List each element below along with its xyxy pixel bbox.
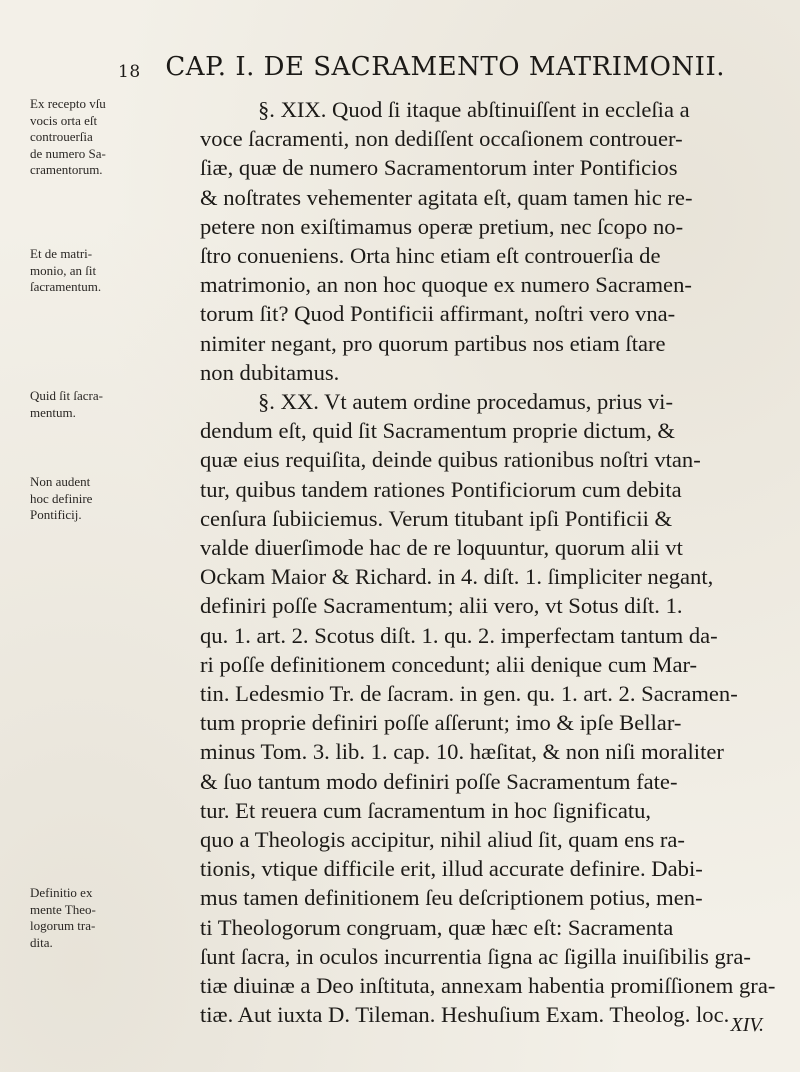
margin-note-line: Definitio ex	[30, 885, 93, 900]
text-line: tin. Ledesmio Tr. de ſacram. in gen. qu. 1. art. 2. Sacramen-	[200, 681, 738, 707]
text-line: qu. 1. art. 2. Scotus diſt. 1. qu. 2. imperfectam tantum da-	[200, 622, 718, 648]
page-number: 18	[118, 62, 141, 82]
text-line: & noſtrates vehementer agitata eſt, quam tamen hic re-	[200, 184, 693, 210]
margin-note-line: logorum tra-	[30, 918, 96, 933]
text-line: non dubitamus.	[200, 359, 340, 385]
text-line: §. XX. Vt autem ordine procedamus, prius vi-	[258, 389, 673, 415]
text-line: ri poſſe definitionem concedunt; alii denique cum Mar-	[200, 651, 698, 677]
text-line: §. XIX. Quod ſi itaque abſtinuiſſent in eccleſia a	[258, 97, 690, 122]
margin-note-line: de numero Sa-	[30, 145, 106, 161]
margin-note-line: Quid ſit ſacra-	[30, 388, 103, 403]
text-line: ti Theologorum congruam, quæ hæc eſt: Sacramenta	[200, 914, 674, 940]
margin-note-ex-recepto	[30, 96, 172, 179]
margin-note-line: ſacramentum.	[30, 279, 102, 294]
margin-note-line: vocis orta eſt	[30, 112, 98, 128]
margin-note-line: Non audent	[30, 474, 91, 489]
text-line: matrimonio, an non hoc quoque ex numero Sacramen-	[200, 272, 692, 298]
text-line: & ſuo tantum modo definiri poſſe Sacramentum fate-	[200, 768, 678, 794]
text-line: valde diuerſimode hac de re loquuntur, quorum alii vt	[200, 535, 683, 561]
text-line: quo a Theologis accipitur, nihil aliud ſit, quam ens ra-	[200, 827, 685, 853]
running-header	[118, 52, 768, 82]
margin-note-line: mentum.	[30, 404, 76, 420]
text-line: minus Tom. 3. lib. 1. cap. 10. hæſitat, & non niſi moraliter	[200, 739, 724, 765]
margin-note-line: controuerſia	[30, 129, 93, 144]
text-line: tionis, vtique difficile erit, illud accurate definire. Dabi-	[200, 856, 703, 882]
text-line: ſtro conueniens. Orta hinc etiam eſt controuerſia de	[200, 243, 661, 269]
text-line: petere non exiſtimamus operæ pretium, nec ſcopo no-	[200, 213, 684, 239]
text-line: dendum eſt, quid ſit Sacramentum proprie dictum, &	[200, 418, 675, 444]
text-line: definiri poſſe Sacramentum; alii vero, vt Sotus diſt. 1.	[200, 593, 683, 619]
margin-note-line: cramentorum.	[30, 162, 103, 177]
text-line: ſiæ, quæ de numero Sacramentorum inter Pontificios	[200, 155, 678, 181]
margin-note-line: hoc definire	[30, 490, 93, 506]
margin-note-line: Et de matri-	[30, 246, 93, 261]
text-line: mus tamen definitionem ſeu deſcriptionem potius, men-	[200, 885, 703, 911]
margin-note-de-matrimonio	[30, 246, 172, 296]
margin-note-line: dita.	[30, 934, 53, 950]
text-line: tur. Et reuera cum ſacramentum in hoc ſignificatu,	[200, 797, 652, 823]
text-line: tur, quibus tandem rationes Pontificiorum cum debita	[200, 476, 682, 502]
text-line: tiæ diuinæ a Deo inſtituta, annexam habentia promiſſionem gra-	[200, 973, 776, 999]
margin-note-quid-sit	[30, 388, 172, 421]
margin-note-line: Ex recepto vſu	[30, 96, 106, 111]
text-line: torum ſit? Quod Pontificii affirmant, noſtri vero vna-	[200, 301, 676, 327]
margin-note-line: Pontificij.	[30, 507, 82, 522]
margin-note-line: mente Theo-	[30, 901, 96, 917]
margin-note-line: monio, an ſit	[30, 262, 97, 278]
text-line: tiæ. Aut iuxta D. Tileman. Heshuſium Exam. Theolog. loc.	[200, 1002, 730, 1028]
catchword: XIV.	[730, 1014, 764, 1036]
margin-note-definitio	[30, 885, 172, 951]
margin-note-non-audent	[30, 474, 172, 524]
main-text-block	[200, 95, 778, 1030]
running-title: CAP. I. DE SACRAMENTO MATRIMONII.	[165, 52, 725, 82]
text-line: Ockam Maior & Richard. in 4. diſt. 1. ſimpliciter negant,	[200, 564, 714, 590]
text-line: nimiter negant, pro quorum partibus nos etiam ſtare	[200, 330, 666, 356]
text-line: voce ſacramenti, non dediſſent occaſionem controuer-	[200, 126, 683, 152]
text-line: quæ eius requiſita, deinde quibus rationibus noſtri vtan-	[200, 447, 701, 473]
text-line: cenſura ſubiiciemus. Verum titubant ipſi Pontificii &	[200, 505, 673, 531]
text-line: tum proprie definiri poſſe aſſerunt; imo & ipſe Bellar-	[200, 710, 682, 736]
text-line: ſunt ſacra, in oculos incurrentia ſigna ac ſigilla inuiſibilis gra-	[200, 943, 751, 969]
